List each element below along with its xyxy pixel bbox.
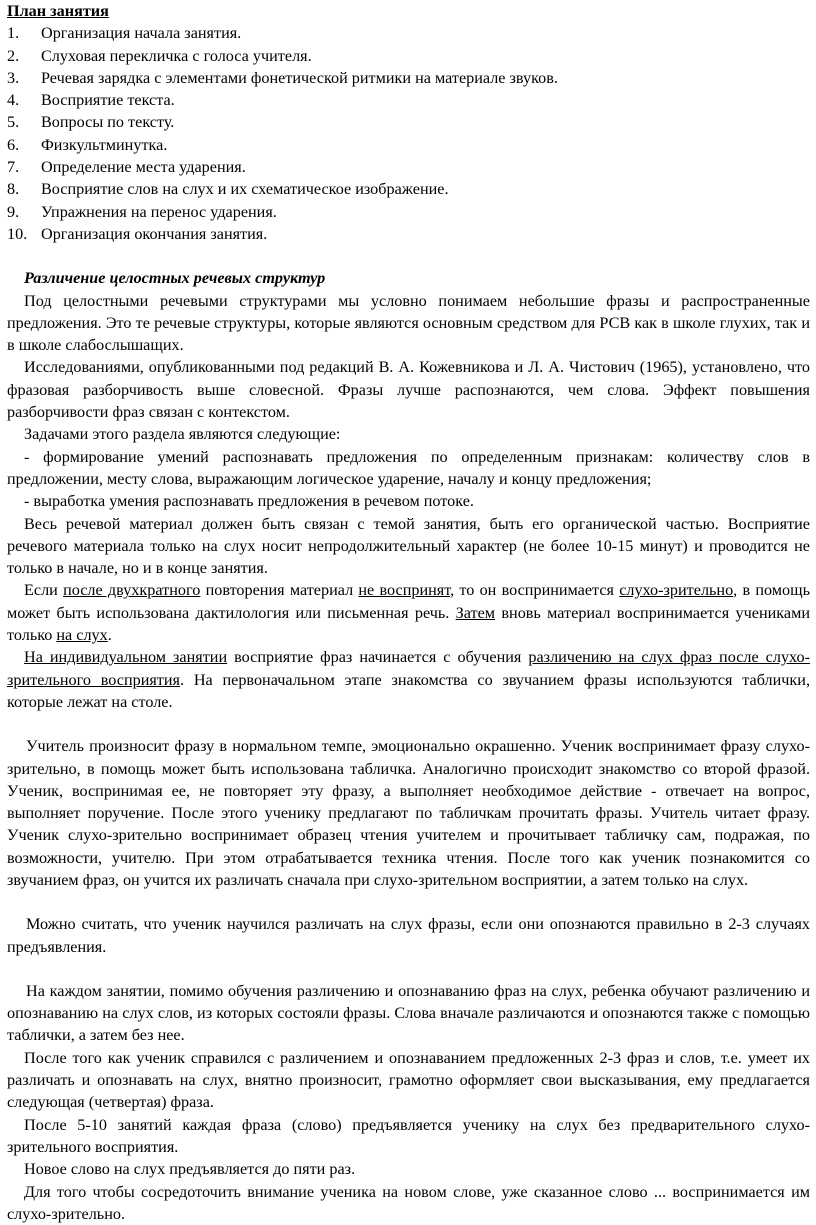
paragraph: - формирование умений распознавать предложения по определенным признакам: количеству слов в предложении, месту слова, выражающим логическое ударение, началу и концу предложения; — [7, 447, 810, 488]
text-run: вновь материал воспринимается учениками только — [7, 603, 810, 645]
text-run: Если — [24, 581, 64, 600]
plan-item-number: 5. — [7, 113, 20, 132]
plan-item-text: Слуховая перекличка с голоса учителя. — [41, 46, 312, 65]
paragraph: На каждом занятии, помимо обучения различению и опознаванию фраз на слух, ребенка обучают различению и опознаванию на слух слов, из которых состояли фразы. Слова вначале различаются и опознаются также с помощью таблички, а затем без нее. — [7, 981, 810, 1045]
paragraph: - выработка умения распознавать предложения в речевом потоке. — [24, 492, 474, 511]
plan-item-number: 9. — [7, 202, 20, 221]
plan-item-number: 2. — [7, 46, 20, 65]
underlined-text: На индивидуальном занятии — [24, 648, 228, 667]
paragraph: После 5-10 занятий каждая фраза (слово) предъявляется ученику на слух без предварительного слухо-зрительного восприятия. — [7, 1115, 810, 1156]
paragraph: Новое слово на слух предъявляется до пяти раз. — [24, 1160, 356, 1179]
spacer — [7, 958, 810, 980]
plan-item-text: Восприятие слов на слух и их схематическое изображение. — [41, 180, 449, 199]
plan-item — [7, 201, 810, 223]
section-heading: Различение целостных речевых структур — [24, 269, 326, 288]
plan-item-text: Определение места ударения. — [41, 158, 246, 177]
text-run: . На первоначальном этапе знакомства со звучанием фразы используются таблички, которые лежат на столе. — [7, 670, 810, 711]
plan-item — [7, 111, 810, 133]
plan-item-number: 3. — [7, 68, 20, 87]
plan-item-number: 6. — [7, 135, 20, 154]
spacer — [7, 891, 810, 913]
spacer — [7, 245, 810, 267]
spacer — [7, 713, 810, 735]
underlined-text: различению на слух фраз после слухо-зрительного восприятия — [7, 648, 810, 689]
plan-list — [7, 22, 810, 245]
text-run: восприятие фраз начинается с обучения — [227, 648, 529, 667]
text-run: , в помощь может быть использована дактилология или письменная речь. — [7, 581, 810, 622]
paragraph — [7, 646, 810, 713]
underlined-text: Затем — [455, 603, 496, 622]
plan-item-text: Восприятие текста. — [41, 91, 175, 110]
plan-item — [7, 156, 810, 178]
paragraph: Исследованиями, опубликованными под редакций В. А. Кожевникова и Л. А. Чистович (1965), установлено, что фразовая разборчивость выше словесной. Фразы лучше распознаются, чем слова. Эффект повышения разборчивости фраз связан с контекстом. — [7, 358, 810, 422]
paragraph — [7, 579, 810, 646]
text-run: повторения материал — [200, 581, 359, 600]
plan-item-text: Организация окончания занятия. — [41, 224, 268, 243]
plan-item-text: Упражнения на перенос ударения. — [41, 202, 277, 221]
plan-item — [7, 134, 810, 156]
plan-item-text: Вопросы по тексту. — [41, 113, 175, 132]
paragraph: Учитель произносит фразу в нормальном темпе, эмоционально окрашенно. Ученик воспринимает фразу слухо-зрительно, в помощь может быть использована табличка. Аналогично происходит знакомство со второй фразой. Ученик, воспринимая ее, не повторяет эту фразу, а выполняет необходимое действие - отвечает на вопрос, выполняет поручение. После этого ученику предлагают по табличкам прочитать фразы. Учитель читает фразу. Ученик слухо-зрительно воспринимает образец чтения учителем и прочитывает табличку сам, подражая, по возможности, учителю. При этом отрабатывается техника чтения. После того как ученик познакомится со звучанием фраз, он учится их различать сначала при слухо-зрительном восприятии, а затем только на слух. — [7, 737, 810, 889]
paragraph: Весь речевой материал должен быть связан с темой занятия, быть его органической частью. Восприятие речевого материала только на слух носит непродолжительный характер (не более 10-15 минут) и проводится не только в начале, но и в конце занятия. — [7, 514, 810, 578]
plan-item-number: 4. — [7, 91, 20, 110]
paragraph: Задачами этого раздела являются следующие: — [24, 425, 341, 444]
paragraph: Под целостными речевыми структурами мы условно понимаем небольшие фразы и распространенные предложения. Это те речевые структуры, которые являются основным средством для РСВ как в школе глухих, так и в школе слабослышащих. — [7, 291, 810, 355]
plan-item — [7, 178, 810, 200]
underlined-text: не воспринят — [358, 581, 451, 600]
plan-item — [7, 22, 810, 44]
paragraph: После того как ученик справился с различением и опознаванием предложенных 2-3 фраз и слов, т.е. умеет их различать и опознавать на слух, внятно произносит, грамотно оформляет свои высказывания, ему предлагается следующая (четвертая) фраза. — [7, 1048, 810, 1112]
plan-item-text: Речевая зарядка с элементами фонетической ритмики на материале звуков. — [41, 68, 558, 87]
paragraph: Можно считать, что ученик научился различать на слух фразы, если они опознаются правильно в 2-3 случаях предъявления. — [7, 915, 810, 956]
plan-item — [7, 67, 810, 89]
paragraph: Для того чтобы сосредоточить внимание ученика на новом слове, уже сказанное слово ... воспринимается им слухо-зрительно. — [7, 1182, 810, 1223]
plan-title: План занятия — [7, 2, 109, 20]
plan-item — [7, 89, 810, 111]
plan-item-number: 8. — [7, 180, 20, 199]
underlined-text: на слух — [56, 626, 108, 645]
plan-item — [7, 45, 810, 67]
text-run: , то он воспринимается — [450, 581, 620, 600]
underlined-text: слухо-зрительно — [619, 581, 734, 600]
plan-item-text: Физкультминутка. — [41, 135, 168, 154]
plan-item — [7, 223, 810, 245]
plan-item-number: 10. — [7, 224, 28, 243]
plan-item-number: 1. — [7, 24, 20, 43]
text-run: . — [107, 626, 112, 645]
underlined-text: после двухкратного — [63, 581, 201, 600]
plan-item-text: Организация начала занятия. — [41, 24, 242, 43]
plan-item-number: 7. — [7, 158, 20, 177]
